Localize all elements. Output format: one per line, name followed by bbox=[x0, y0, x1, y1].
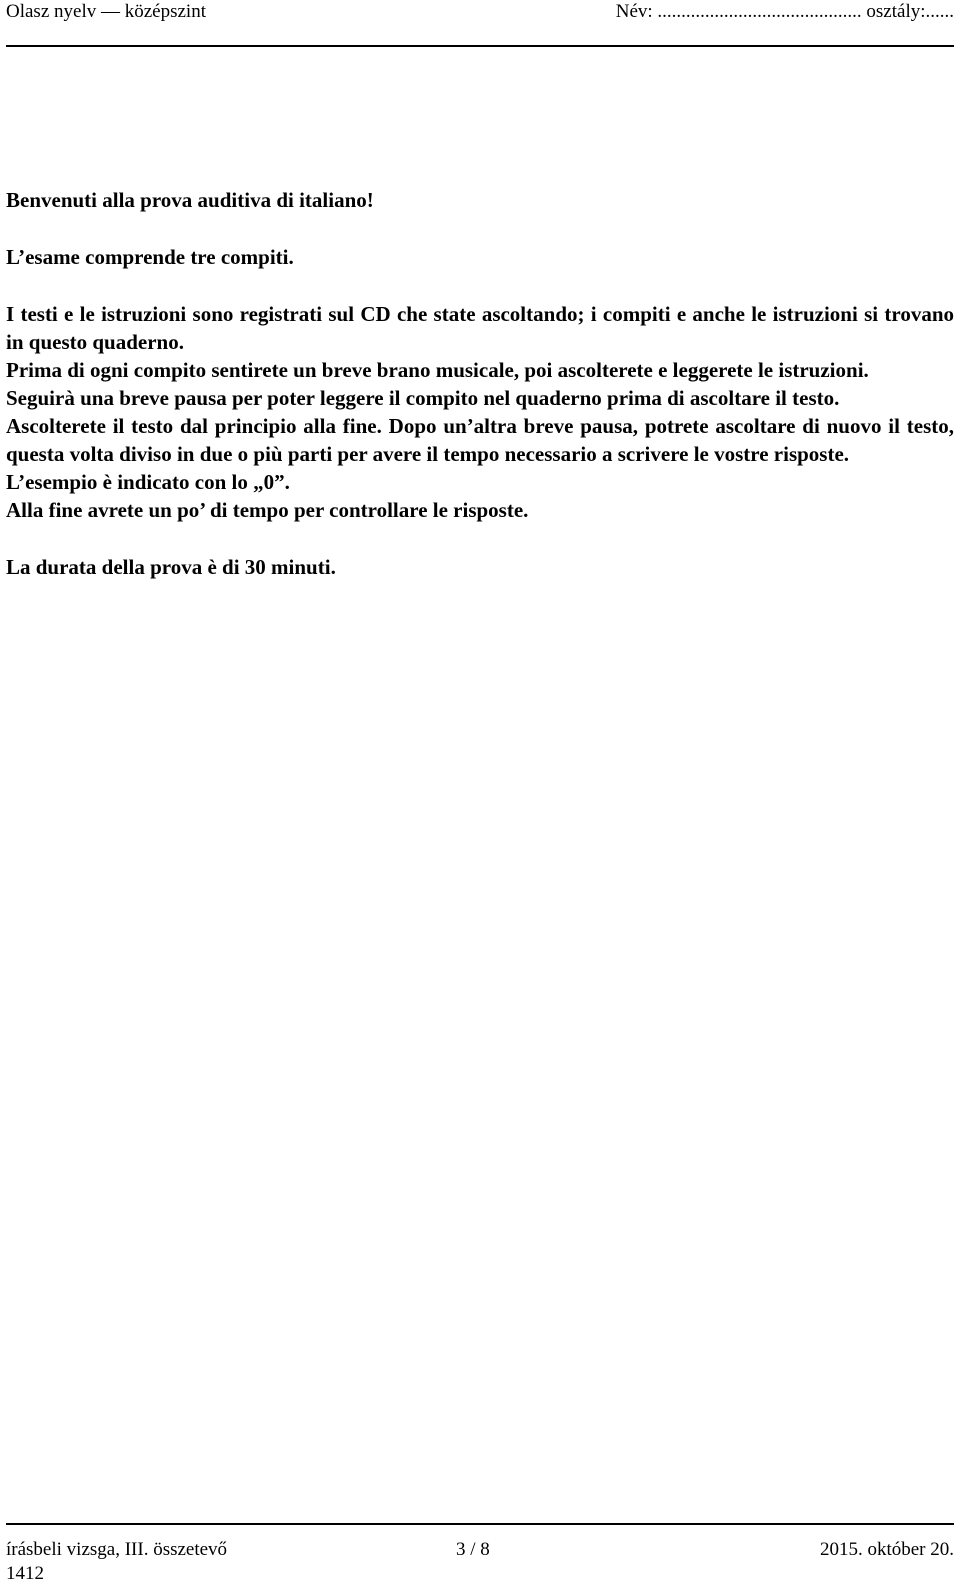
page-footer bbox=[6, 1538, 954, 1586]
duration-note: La durata della prova è di 30 minuti. bbox=[6, 555, 336, 579]
page-number: 3 / 8 bbox=[456, 1539, 490, 1560]
instruction-paragraph: I testi e le istruzioni sono registrati sul CD che state ascoltando; i compiti e anche le istruzioni si trovano in questo quaderno. bbox=[6, 302, 954, 354]
instruction-paragraph: Alla fine avrete un po’ di tempo per controllare le risposte. bbox=[6, 498, 529, 522]
exam-part-label: írásbeli vizsga, III. összetevő bbox=[6, 1539, 228, 1560]
header-divider bbox=[6, 45, 954, 47]
instruction-paragraph: Seguirà una breve pausa per poter leggere il compito nel quaderno prima di ascoltare il testo. bbox=[6, 386, 840, 410]
exam-code: 1412 bbox=[6, 1563, 44, 1584]
instruction-paragraph: Prima di ogni compito sentirete un breve brano musicale, poi ascolterete e leggerete le istruzioni. bbox=[6, 358, 869, 382]
welcome-heading: Benvenuti alla prova auditiva di italiano! bbox=[6, 188, 374, 212]
subject-title: Olasz nyelv — középszint bbox=[6, 1, 206, 22]
instruction-paragraph: L’esame comprende tre compiti. bbox=[6, 245, 294, 269]
instruction-paragraph: Ascolterete il testo dal principio alla fine. Dopo un’altra breve pausa, potrete ascoltare di nuovo il testo, questa volta diviso in due o più parti per avere il tempo necessario a scrivere le vostre risposte. bbox=[6, 414, 954, 466]
name-class-field: Név: ........................................... osztály:...... bbox=[615, 1, 954, 22]
exam-date: 2015. október 20. bbox=[819, 1539, 954, 1560]
instruction-paragraph: L’esempio è indicato con lo „0”. bbox=[6, 470, 290, 494]
instructions-body bbox=[6, 186, 954, 581]
footer-divider bbox=[6, 1523, 954, 1525]
page-header bbox=[6, 0, 954, 28]
